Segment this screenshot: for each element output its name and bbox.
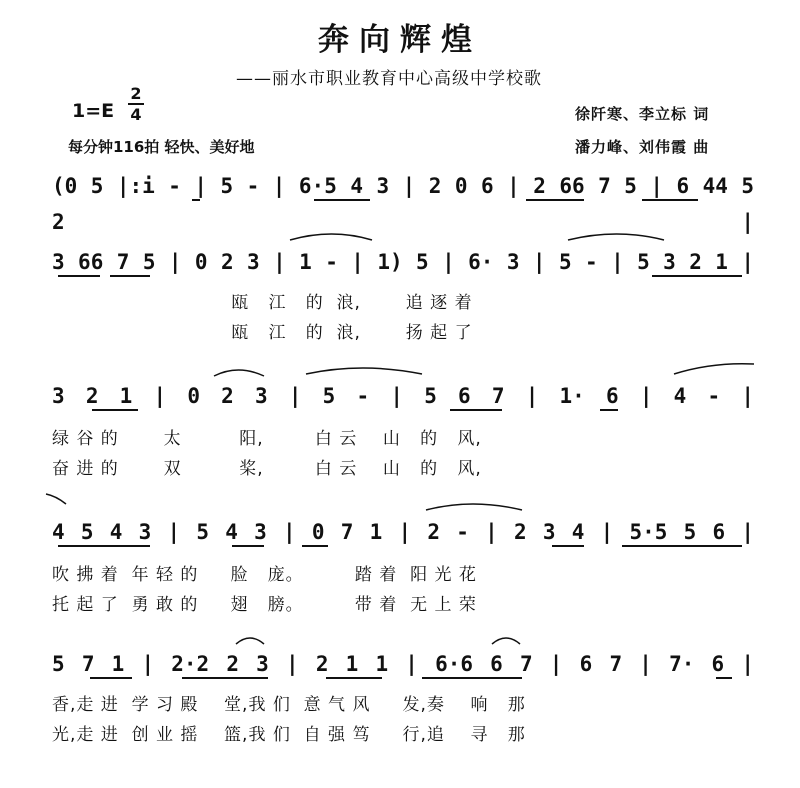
notation-line-1	[52, 168, 754, 234]
time-signature	[128, 84, 144, 124]
lyrics-line-3-verse-1: 绿 谷 的 太 阳, 白 云 山 的 风,	[52, 429, 482, 449]
time-signature-bottom: 4	[130, 105, 142, 124]
notation-line-2	[52, 244, 754, 280]
composer-credit: 潘力峰、刘伟霞 曲	[575, 138, 710, 156]
song-subtitle: ——丽水市职业教育中心高级中学校歌	[236, 69, 542, 89]
lyrics-line-4-verse-2: 托 起 了 勇 敢 的 翅 膀。 带 着 无 上 荣	[52, 595, 477, 615]
lyrics-line-4-verse-1: 吹 拂 着 年 轻 的 脸 庞。 踏 着 阳 光 花	[52, 565, 477, 585]
notation-line-4-notes: 4 5 4 3 | 5 4 3 | 0 7 1 | 2 - | 2 3 4 | 5·5 5 6 |	[52, 520, 754, 544]
key-signature: 1=E	[72, 100, 115, 122]
notation-line-4	[52, 514, 754, 550]
notation-line-2-notes: 3 66 7 5 | 0 2 3 | 1 - | 1) 5 | 6· 3 | 5 - | 5 3 2 1 |	[52, 250, 754, 274]
notation-line-5	[52, 646, 754, 682]
song-title: 奔向辉煌	[318, 22, 482, 58]
notation-line-5-notes: 5 7 1 | 2·2 2 3 | 2 1 1 | 6·6 6 7 | 6 7 | 7· 6 |	[52, 652, 754, 676]
lyricist-credit: 徐阡寒、李立标 词	[575, 105, 710, 123]
lyrics-line-2-verse-1: 瓯 江 的 浪, 追 逐 着	[52, 293, 473, 313]
notation-line-3-notes: 3 2 1 | 0 2 3 | 5 - | 5 6 7 | 1· 6 | 4 - |	[52, 384, 754, 408]
notation-line-3	[52, 378, 754, 414]
notation-line-1-notes: (0 5 |:i - | 5 - | 6·5 4 3 | 2 0 6 | 2 66 7 5 | 6 44 5 2 |	[52, 174, 754, 234]
lyrics-line-3-verse-2: 奋 进 的 双 桨, 白 云 山 的 风,	[52, 459, 482, 479]
lyrics-line-5-verse-2: 光,走 进 创 业 摇 篮,我 们 自 强 笃 行,追 寻 那	[52, 725, 526, 745]
lyrics-line-5-verse-1: 香,走 进 学 习 殿 堂,我 们 意 气 风 发,奏 响 那	[52, 695, 526, 715]
lyrics-line-2-verse-2: 瓯 江 的 浪, 扬 起 了	[52, 323, 473, 343]
time-signature-top: 2	[130, 84, 142, 103]
notation-line-1-marks	[52, 168, 754, 234]
tempo-marking: 每分钟116拍 轻快、美好地	[68, 138, 255, 156]
